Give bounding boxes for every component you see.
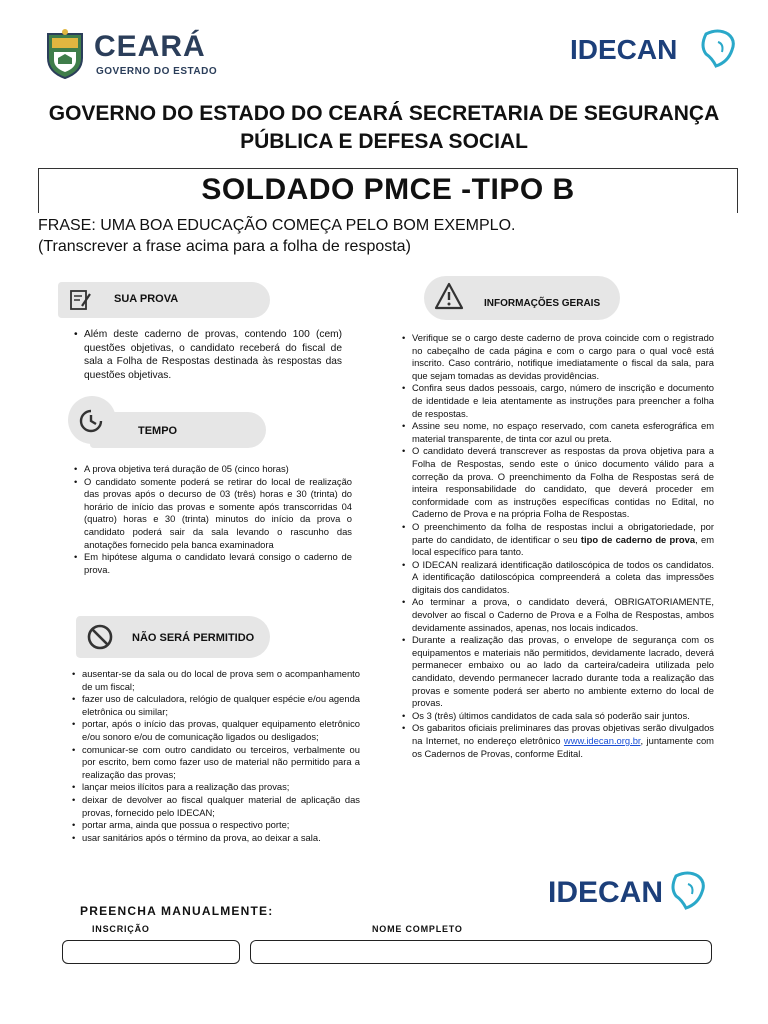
list-item: • Confira seus dados pessoais, cargo, número de inscrição e documento de identidade e leia atentamente as instruções para preencher a folha de respostas. xyxy=(402,382,714,420)
frase-line xyxy=(38,216,515,236)
list-item: • usar sanitários após o término da prova, ao deixar a sala. xyxy=(72,832,360,845)
list-item: • O candidato deverá transcrever as respostas da prova objetiva para a Folha de Respostas, sendo este o único documento válido para a correção da prova. O preenchimento da Folha de Respostas será de inteira responsabilidade do candidato, que deverá proceder em conformidade com as instruções específicas contidas no Edital, no Caderno de Prova e na própria Folha de Respostas. xyxy=(402,445,714,521)
list-item: • ausentar-se da sala ou do local de prova sem o acompanhamento de um fiscal; xyxy=(72,668,360,693)
nao-permitido-list xyxy=(72,668,360,844)
inscricao-label: INSCRIÇÃO xyxy=(92,924,150,934)
tempo-list xyxy=(74,463,352,576)
clock-icon xyxy=(78,408,104,434)
ceara-logo xyxy=(44,28,244,84)
list-item: • Os 3 (três) últimos candidatos de cada sala só poderão sair juntos. xyxy=(402,710,714,723)
sua-prova-list xyxy=(74,328,342,382)
nao-permitido-header xyxy=(76,616,270,658)
ceara-wordmark: CEARÁ xyxy=(94,30,206,63)
nome-completo-field[interactable] xyxy=(250,940,712,964)
list-item: • Assine seu nome, no espaço reservado, com caneta esferográfica em material transparente, de tinta cor azul ou preta. xyxy=(402,420,714,445)
frase-label: FRASE: xyxy=(38,217,96,234)
idecan-map-icon xyxy=(698,28,738,70)
list-item: • comunicar-se com outro candidato ou terceiros, verbalmente ou por escrito, bem como fazer uso de material não permitido para a realização das provas; xyxy=(72,744,360,782)
item-text: Os gabaritos oficiais preliminares das provas objetivas serão divulgados na Internet, no endereço eletrônico xyxy=(412,722,714,746)
tempo-label: TEMPO xyxy=(138,425,178,437)
list-item: • O candidato somente poderá se retirar do local de realização das provas após o decurso de 03 (três) horas e 30 (trinta) do horário de início das provas e somente após transcorridas 04 (quatro) horas e 30 (trinta) minutos do início da prova o candidato poderá sair da sala levando o rascunho das anotações fornecido pela banca examinadora xyxy=(74,476,352,552)
frase-instruction: (Transcrever a frase acima para a folha de resposta) xyxy=(38,238,411,255)
item-tail: , juntamente com os Cadernos de Provas, conforme Edital. xyxy=(412,735,714,759)
list-item xyxy=(402,722,714,760)
exam-title-bar xyxy=(38,168,738,213)
info-header xyxy=(424,276,620,320)
idecan-website-link[interactable]: www.idecan.org.br xyxy=(563,735,641,746)
tempo-header xyxy=(90,412,266,448)
list-item xyxy=(402,521,714,559)
idecan-wordmark: IDECAN xyxy=(548,876,664,909)
list-item: • lançar meios ilícitos para a realização das provas; xyxy=(72,781,360,794)
sua-prova-header xyxy=(58,282,270,318)
list-item: • Ao terminar a prova, o candidato deverá, OBRIGATORIAMENTE, devolver ao fiscal o Caderno de Prova e a Folha de Respostas, ambos devidamente assinados, apenas, nos locais indicados. xyxy=(402,596,714,634)
ceara-subtitle: GOVERNO DO ESTADO xyxy=(96,66,218,77)
list-item: • O IDECAN realizará identificação datiloscópica de todos os candidatos. A identificação datiloscópica compreenderá a coleta das impressões digitais dos candidatos. xyxy=(402,559,714,597)
page-title: GOVERNO DO ESTADO DO CEARÁ SECRETARIA DE SEGURANÇA PÚBLICA E DEFESA SOCIAL xyxy=(48,102,720,153)
list-item: • A prova objetiva terá duração de 05 (cinco horas) xyxy=(74,463,352,476)
list-item: • Além deste caderno de provas, contendo 100 (cem) questões objetivas, o candidato receberá do fiscal de sala a Folha de Respostas destinada às respostas das questões objetivas. xyxy=(74,328,342,382)
list-item: • Verifique se o cargo deste caderno de prova coincide com o registrado no cabeçalho de cada página e com o cargo para o qual você está inscrito. Caso contrário, notifique imediatamente o fiscal da sala, para que sejam tomadas as devidas providências. xyxy=(402,332,714,382)
nao-permitido-label: NÃO SERÁ PERMITIDO xyxy=(132,632,255,644)
info-list xyxy=(402,332,714,760)
list-item: • portar, após o início das provas, qualquer equipamento eletrônico e/ou sonoro e/ou de comunicação ligados ou desligados; xyxy=(72,718,360,743)
prohibited-icon xyxy=(86,623,114,651)
item-bold: tipo de caderno de prova xyxy=(580,533,696,545)
frase-text: UMA BOA EDUCAÇÃO COMEÇA PELO BOM EXEMPLO. xyxy=(95,217,516,234)
warning-icon xyxy=(434,282,464,310)
item-text: O preenchimento da folha de respostas inclui a obrigatoriedade, por parte do candidato, de identificar o seu xyxy=(412,520,714,545)
pencil-note-icon xyxy=(68,288,92,312)
idecan-wordmark: IDECAN xyxy=(570,34,678,65)
list-item: • portar arma, ainda que possua o respectivo porte; xyxy=(72,819,360,832)
idecan-logo-top xyxy=(570,28,740,72)
idecan-map-icon xyxy=(668,870,708,912)
ceara-shield-icon xyxy=(44,28,86,80)
inscricao-field[interactable] xyxy=(62,940,240,964)
list-item: • Em hipótese alguma o candidato levará consigo o caderno de prova. xyxy=(74,551,352,576)
info-label: INFORMAÇÕES GERAIS xyxy=(484,298,601,309)
exam-title: SOLDADO PMCE -TIPO B xyxy=(201,173,575,206)
idecan-logo-bottom xyxy=(548,870,708,914)
item-tail: , em local específico para tanto. xyxy=(412,533,715,558)
sua-prova-label: SUA PROVA xyxy=(114,293,179,305)
list-item: • Durante a realização das provas, o envelope de segurança com os equipamentos e materiais não permitidos, devidamente lacrado, deverá permanecer embaixo ou ao lado da carteira/cadeira utilizada pelo candidato, devendo permanecer lacrado durante toda a realização das provas e somente poderá ser aberto no ambiente externo do local de provas. xyxy=(402,634,714,710)
list-item: • fazer uso de calculadora, relógio de qualquer espécie e/ou agenda eletrônica ou similar; xyxy=(72,693,360,718)
fill-manually-title: PREENCHA MANUALMENTE: xyxy=(80,904,274,918)
list-item: • deixar de devolver ao fiscal qualquer material de aplicação das provas, fornecido pelo IDECAN; xyxy=(72,794,360,819)
nome-completo-label: NOME COMPLETO xyxy=(372,924,463,934)
